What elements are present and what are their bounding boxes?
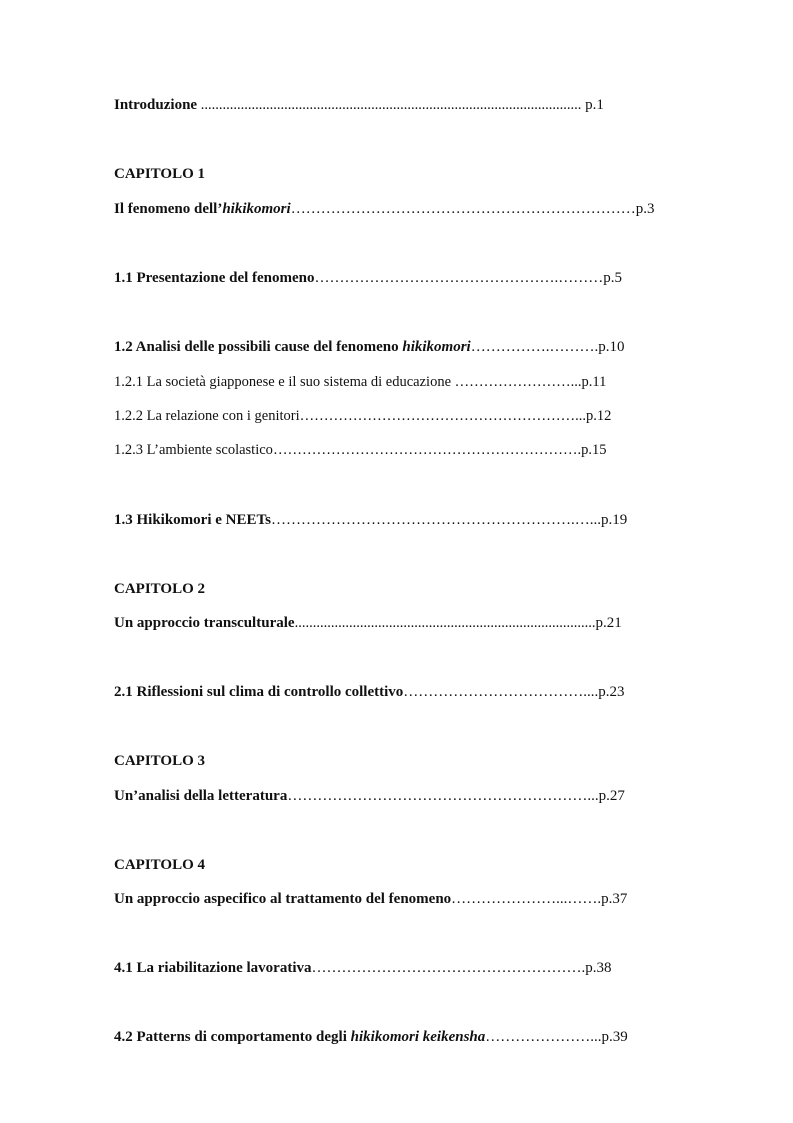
toc-leader-dots: …………….………. — [470, 339, 599, 355]
toc-entry-title: 4.2 Patterns di comportamento degli — [114, 1029, 351, 1045]
chapter-heading: CAPITOLO 1 — [114, 166, 205, 182]
toc-page-number: p.21 — [595, 615, 622, 631]
toc-entry-title-italic: hikikomori keikensha — [350, 1029, 486, 1045]
toc-page-number: p.15 — [581, 442, 607, 458]
toc-page-number: p.5 — [603, 270, 623, 286]
toc-entry-title: 1.1 Presentazione del fenomeno — [114, 270, 315, 286]
toc-entry-chapter-3 — [114, 787, 625, 805]
toc-page-number: p.27 — [598, 788, 625, 804]
toc-entry-title-italic: hikikomori — [222, 201, 291, 217]
toc-entry-title: Un’analisi della letteratura — [114, 788, 288, 804]
toc-leader-dots: ......................................................................................................... — [197, 97, 582, 113]
toc-page-number: p.38 — [585, 960, 612, 976]
toc-entry-2-1 — [114, 683, 625, 701]
toc-entry-1-2-2 — [114, 407, 611, 425]
toc-entry-1-1 — [114, 269, 622, 287]
toc-page-number: p.23 — [598, 684, 625, 700]
toc-entry-1-3 — [114, 511, 627, 529]
toc-leader-dots: ................................................................................... — [294, 615, 596, 631]
toc-entry-4-2 — [114, 1028, 628, 1046]
toc-leader-dots: …………………... — [485, 1029, 602, 1045]
toc-page-number: p.37 — [601, 891, 628, 907]
toc-leader-dots: …………………………………………………... — [299, 408, 586, 424]
toc-entry-title-italic: hikikomori — [402, 339, 471, 355]
toc-entry-introduzione — [114, 96, 604, 114]
toc-entry-title: 1.2.1 La società giapponese e il suo sistema di educazione — [114, 374, 455, 390]
toc-leader-dots: ……………………………….... — [403, 684, 599, 700]
toc-entry-title: 4.1 La riabilitazione lavorativa — [114, 960, 312, 976]
toc-leader-dots: ………………………………………………. — [311, 960, 586, 976]
toc-page-number: p.12 — [586, 408, 612, 424]
toc-entry-chapter-2 — [114, 614, 622, 632]
toc-entry-1-2 — [114, 338, 624, 356]
toc-page-number: p.10 — [598, 339, 625, 355]
toc-leader-dots: ………………………………………….……… — [314, 270, 604, 286]
toc-entry-title: Introduzione — [114, 97, 198, 113]
chapter-heading: CAPITOLO 3 — [114, 753, 205, 769]
toc-leader-dots: ………………………………………………………. — [272, 442, 582, 458]
toc-entry-4-1 — [114, 959, 611, 977]
toc-page-number: p.39 — [601, 1029, 628, 1045]
toc-entry-1-2-1 — [114, 373, 606, 391]
toc-entry-title: Il fenomeno dell’ — [114, 201, 223, 217]
toc-page-number: p.19 — [600, 512, 628, 528]
toc-entry-title: Un approccio aspecifico al trattamento del fenomeno — [114, 891, 452, 907]
toc-leader-dots: …………………...……. — [451, 891, 602, 907]
toc-entry-chapter-1 — [114, 200, 654, 218]
toc-entry-title: 1.2.3 L’ambiente scolastico — [114, 442, 273, 458]
chapter-heading: CAPITOLO 4 — [114, 857, 205, 873]
toc-entry-title: 1.2 Analisi delle possibili cause del fenomeno — [114, 339, 403, 355]
toc-page-number: p.11 — [581, 374, 607, 390]
toc-entry-title: 2.1 Riflessioni sul clima di controllo collettivo — [114, 684, 404, 700]
chapter-heading: CAPITOLO 2 — [114, 581, 205, 597]
toc-page-number: p.1 — [581, 97, 604, 113]
toc-entry-title: 1.2.2 La relazione con i genitori — [114, 408, 300, 424]
toc-leader-dots: …………………………………………………………… — [290, 201, 636, 217]
toc-entry-title: Un approccio transculturale — [114, 615, 295, 631]
toc-entry-chapter-4 — [114, 890, 627, 908]
toc-leader-dots: ……………………………………………………... — [287, 788, 599, 804]
toc-entry-1-2-3 — [114, 441, 606, 459]
toc-leader-dots: …………………………………………………….…... — [270, 512, 601, 528]
toc-page-number: p.3 — [635, 201, 655, 217]
toc-entry-title: 1.3 Hikikomori e NEETs — [114, 512, 271, 528]
toc-leader-dots: ……………………... — [454, 374, 582, 390]
